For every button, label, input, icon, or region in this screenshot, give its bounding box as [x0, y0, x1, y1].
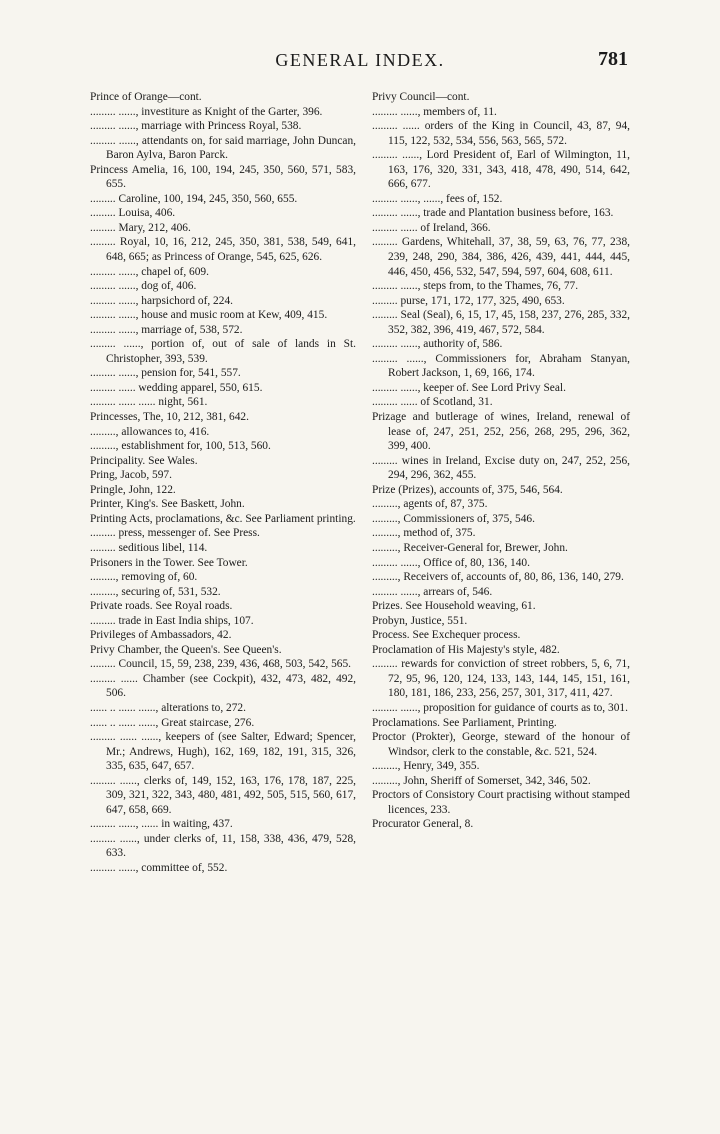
index-entry: Proclamations. See Parliament, Printing.: [372, 716, 557, 729]
index-entry: Pring, Jacob, 597.: [90, 469, 172, 482]
index-entry: ......... rewards for conviction of street robbers, 5, 6, 71, 72, 95, 96, 120, 124, 133, 143, 144, 145, 151, 161, 180, 181, 186, 233, 256, 257, 301, 317, 411, 427.: [372, 658, 630, 700]
index-entry: ......... ......, chapel of, 609.: [90, 265, 209, 278]
index-entry: ......... trade in East India ships, 107.: [90, 614, 254, 627]
right-index-column: [372, 90, 630, 832]
index-entry: ......... ......, Commissioners for, Abraham Stanyan, Robert Jackson, 1, 69, 166, 174.: [372, 352, 630, 380]
index-entry: ......... ......, proposition for guidance of courts as to, 301.: [372, 701, 628, 714]
index-entry: ......... ......, arrears of, 546.: [372, 585, 493, 598]
index-entry: ......... ......, pension for, 541, 557.: [90, 367, 241, 380]
index-entry: ......... Gardens, Whitehall, 37, 38, 59, 63, 76, 77, 238, 239, 248, 290, 384, 386, 426, 439, 441, 444, 445, 446, 450, 456, 532, 547, 594, 597, 604, 608, 611.: [372, 236, 630, 278]
index-entry: ........., securing of, 531, 532.: [90, 585, 221, 598]
index-entry: Privileges of Ambassadors, 42.: [90, 629, 232, 642]
index-entry: Pringle, John, 122.: [90, 483, 176, 496]
index-entry: Privy Council—cont.: [372, 91, 470, 103]
index-entry: ......... Louisa, 406.: [90, 207, 176, 220]
page-header: [0, 48, 720, 78]
index-entry: ......... ......, keeper of. See Lord Privy Seal.: [372, 381, 566, 394]
index-entry: ......... purse, 171, 172, 177, 325, 490, 653.: [372, 294, 565, 307]
index-entry: ......... ......, ...... in waiting, 437.: [90, 818, 233, 831]
index-entry: Process. See Exchequer process.: [372, 629, 521, 642]
index-entry: Proctors of Consistory Court practising without stamped licences, 233.: [372, 789, 630, 816]
index-entry: ......... ......, under clerks of, 11, 158, 338, 436, 479, 528, 633.: [90, 832, 356, 860]
index-entry: ......... Caroline, 100, 194, 245, 350, 560, 655.: [90, 192, 298, 205]
index-entry: ......... Council, 15, 59, 238, 239, 436, 468, 503, 542, 565.: [90, 658, 352, 671]
index-entry: ......... ......, ......, fees of, 152.: [372, 192, 503, 205]
index-entry: ......... ...... orders of the King in Council, 43, 87, 94, 115, 122, 532, 534, 556, 563, 565, 572.: [372, 120, 630, 147]
index-entry: Prizes. See Household weaving, 61.: [372, 600, 536, 613]
index-entry: ........., John, Sheriff of Somerset, 342, 346, 502.: [372, 774, 591, 787]
index-entry: ......... seditious libel, 114.: [90, 541, 208, 554]
index-entry: ......... ...... of Scotland, 31.: [372, 396, 493, 409]
index-entry: ......... ......, Lord President of, Earl of Wilmington, 11, 163, 176, 320, 331, 343, 418, 478, 490, 514, 642, 666, 677.: [372, 149, 630, 191]
index-entry: ........., method of, 375.: [372, 527, 476, 540]
index-entry: Probyn, Justice, 551.: [372, 614, 468, 627]
index-entry: ......... ......, portion of, out of sale of lands in St. Christopher, 393, 539.: [90, 338, 356, 365]
index-entry: Prisoners in the Tower. See Tower.: [90, 556, 248, 569]
index-entry: ......... ......, marriage with Princess Royal, 538.: [90, 120, 302, 133]
index-entry: Princess Amelia, 16, 100, 194, 245, 350, 560, 571, 583, 655.: [90, 163, 356, 191]
index-entry: ........., Commissioners of, 375, 546.: [372, 512, 535, 525]
index-entry: ........., agents of, 87, 375.: [372, 498, 488, 511]
index-entry: ......... Seal (Seal), 6, 15, 17, 45, 158, 237, 276, 285, 332, 352, 382, 396, 419, 467, 572, 584.: [372, 309, 630, 336]
index-entry: Private roads. See Royal roads.: [90, 600, 233, 613]
index-entry: ........., establishment for, 100, 513, 560.: [90, 440, 271, 453]
index-entry: ........., Receiver-General for, Brewer, John.: [372, 541, 568, 554]
index-entry: ......... ...... Chamber (see Cockpit), 432, 473, 482, 492, 506.: [90, 672, 356, 700]
index-entry: ......... Mary, 212, 406.: [90, 221, 191, 234]
index-entry: ......... ...... ......, keepers of (see Salter, Edward; Spencer, Mr.; Andrews, Hugh), 162, 169, 182, 191, 315, 326, 335, 635, 647, 657.: [90, 731, 356, 773]
index-entry: Printer, King's. See Baskett, John.: [90, 498, 245, 511]
page-number: 781: [598, 48, 628, 70]
index-entry: ......... ......, investiture as Knight of the Garter, 396.: [90, 105, 323, 118]
page-title: GENERAL INDEX.: [275, 50, 445, 70]
index-entry: ......... ......, steps from, to the Thames, 76, 77.: [372, 280, 579, 293]
index-entry: ......... ......, authority of, 586.: [372, 338, 503, 351]
index-entry: ......... ......, house and music room at Kew, 409, 415.: [90, 309, 328, 322]
index-entry: ......... wines in Ireland, Excise duty on, 247, 252, 256, 294, 296, 362, 455.: [372, 454, 630, 482]
index-entry: Proctor (Prokter), George, steward of the honour of Windsor, clerk to the constable, &c. 521, 524.: [372, 731, 630, 758]
index-entry: Princesses, The, 10, 212, 381, 642.: [90, 411, 249, 424]
index-entry: Prizage and butlerage of wines, Ireland, renewal of lease of, 247, 251, 252, 256, 268, 295, 296, 362, 399, 400.: [372, 411, 630, 453]
index-entry: Principality. See Wales.: [90, 454, 198, 467]
index-entry: ......... ...... ...... night, 561.: [90, 396, 208, 409]
index-entry: Prize (Prizes), accounts of, 375, 546, 564.: [372, 483, 563, 496]
index-entry: ......... ......, attendants on, for said marriage, John Duncan, Baron Aylva, Baron Parck.: [90, 134, 356, 162]
index-entry: ......... press, messenger of. See Press.: [90, 527, 260, 540]
index-entry: Printing Acts, proclamations, &c. See Parliament printing.: [90, 512, 356, 525]
index-entry: Privy Chamber, the Queen's. See Queen's.: [90, 643, 282, 656]
index-entry: Procurator General, 8.: [372, 818, 474, 831]
index-entry: ......... Royal, 10, 16, 212, 245, 350, 381, 538, 549, 641, 648, 665; as Princess of Orange, 545, 625, 626.: [90, 236, 356, 264]
index-entry: ......... ...... of Ireland, 366.: [372, 221, 491, 234]
index-entry: ......... ......, clerks of, 149, 152, 163, 176, 178, 187, 225, 309, 321, 322, 343, 480, 481, 492, 505, 515, 560, 617, 647, 658, 669.: [90, 774, 356, 816]
index-entry: ......... ......, committee of, 552.: [90, 861, 228, 874]
index-entry: ......... ...... wedding apparel, 550, 615.: [90, 381, 263, 394]
index-entry: ......... ......, dog of, 406.: [90, 280, 197, 293]
index-entry: ........., removing of, 60.: [90, 571, 198, 584]
index-entry: ...... .. ...... ......, alterations to, 272.: [90, 701, 246, 714]
index-entry: Proclamation of His Majesty's style, 482.: [372, 643, 560, 656]
index-entry: ......... ......, marriage of, 538, 572.: [90, 323, 243, 336]
index-entry: ......... ......, Office of, 80, 136, 140.: [372, 556, 530, 569]
index-entry: ......... ......, members of, 11.: [372, 105, 497, 118]
index-entry: ........., allowances to, 416.: [90, 425, 210, 438]
index-entry: Prince of Orange—cont.: [90, 91, 202, 103]
index-entry: ......... ......, harpsichord of, 224.: [90, 294, 233, 307]
index-entry: ........., Henry, 349, 355.: [372, 760, 480, 773]
left-index-column: [90, 90, 356, 876]
index-entry: ........., Receivers of, accounts of, 80, 86, 136, 140, 279.: [372, 571, 624, 584]
index-entry: ...... .. ...... ......, Great staircase, 276.: [90, 716, 255, 729]
index-entry: ......... ......, trade and Plantation business before, 163.: [372, 207, 614, 220]
